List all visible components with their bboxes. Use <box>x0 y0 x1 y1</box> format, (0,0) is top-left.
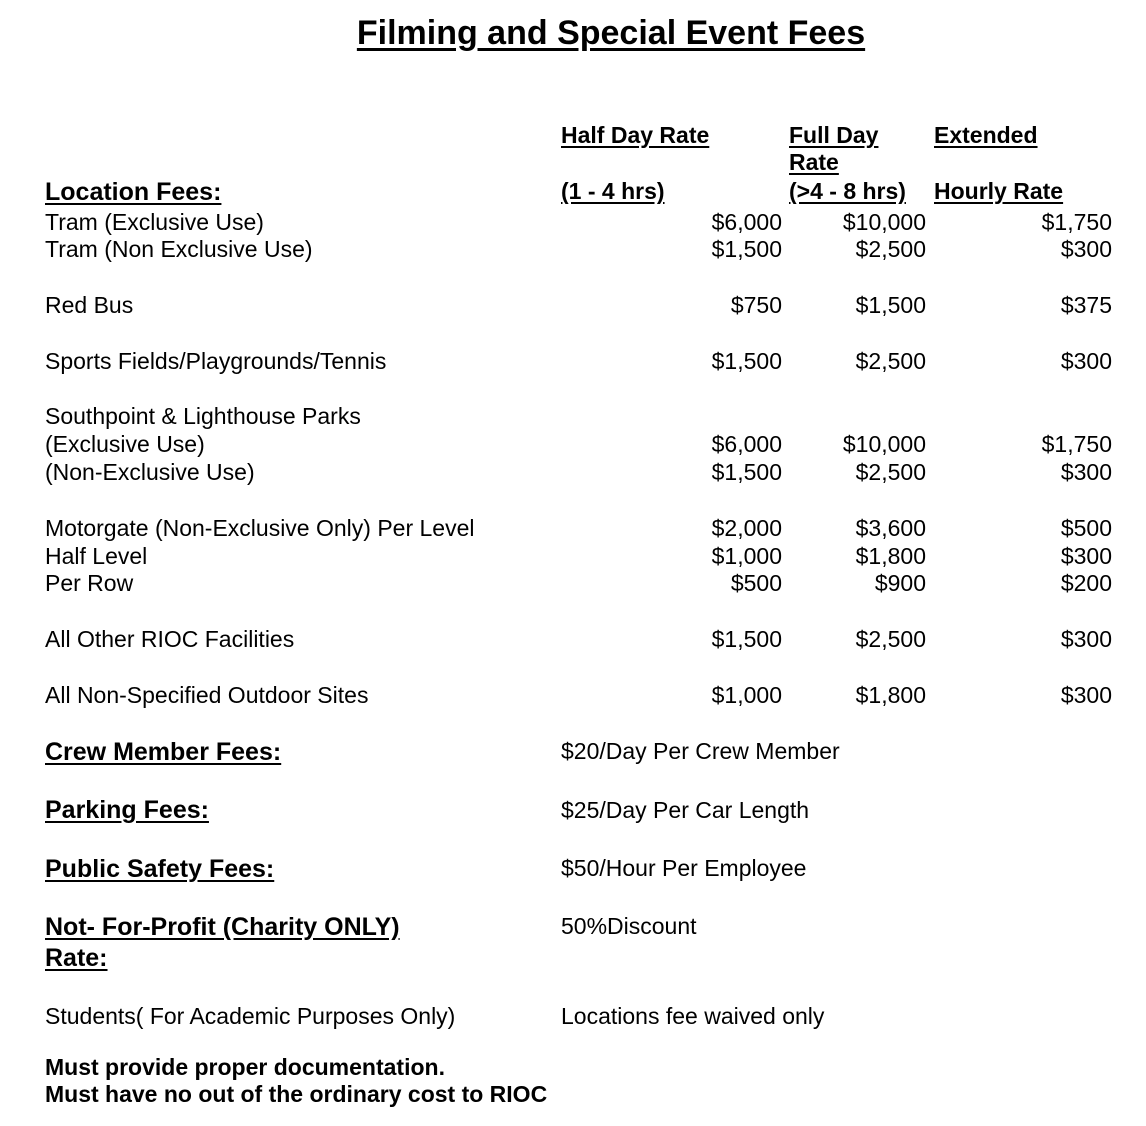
row-full-day: $3,600 <box>855 515 926 541</box>
row-label: Motorgate (Non-Exclusive Only) Per Level <box>45 515 475 541</box>
row-hourly: $300 <box>1060 348 1112 374</box>
row-label: (Exclusive Use) <box>45 431 205 457</box>
row-label: Sports Fields/Playgrounds/Tennis <box>45 348 387 374</box>
row-label: Red Bus <box>45 292 134 318</box>
row-hourly: $300 <box>1060 236 1112 262</box>
public-safety-fees-value: $50/Hour Per Employee <box>561 855 807 881</box>
row-half-day: $6,000 <box>711 209 782 235</box>
row-hourly: $500 <box>1060 515 1112 541</box>
not-for-profit-heading: Not- For-Profit (Charity ONLY) <box>45 913 400 941</box>
note-documentation: Must provide proper documentation. <box>45 1054 445 1080</box>
row-half-day: $1,500 <box>711 459 782 485</box>
row-full-day: $2,500 <box>855 459 926 485</box>
half-day-header: Half Day Rate <box>561 122 710 148</box>
parking-fees-value: $25/Day Per Car Length <box>561 797 810 823</box>
row-hourly: $200 <box>1060 570 1112 596</box>
public-safety-fees-heading: Public Safety Fees: <box>45 855 275 883</box>
row-half-day: $750 <box>730 292 782 318</box>
row-full-day: $10,000 <box>842 431 926 457</box>
row-label: All Non-Specified Outdoor Sites <box>45 682 369 708</box>
extended-hourly-header: Hourly Rate <box>934 178 1064 204</box>
half-day-hours-header: (1 - 4 hrs) <box>561 178 665 204</box>
row-full-day: $10,000 <box>842 209 926 235</box>
row-full-day: $1,500 <box>855 292 926 318</box>
row-half-day: $1,500 <box>711 236 782 262</box>
parking-fees-heading: Parking Fees: <box>45 796 209 824</box>
row-label: Tram (Non Exclusive Use) <box>45 236 313 262</box>
row-half-day: $2,000 <box>711 515 782 541</box>
row-half-day: $1,000 <box>711 543 782 569</box>
row-half-day: $1,000 <box>711 682 782 708</box>
location-fees-heading: Location Fees: <box>45 178 222 206</box>
row-half-day: $1,500 <box>711 626 782 652</box>
crew-member-fees-value: $20/Day Per Crew Member <box>561 738 840 764</box>
page-title: Filming and Special Event Fees <box>356 14 866 52</box>
not-for-profit-heading-rate: Rate: <box>45 944 108 972</box>
row-label: (Non-Exclusive Use) <box>45 459 255 485</box>
row-hourly: $1,750 <box>1041 431 1112 457</box>
extended-header: Extended <box>934 122 1038 148</box>
full-day-header: Full Day <box>789 122 879 148</box>
students-value: Locations fee waived only <box>561 1003 825 1029</box>
row-label: Per Row <box>45 570 134 596</box>
row-half-day: $6,000 <box>711 431 782 457</box>
not-for-profit-value: 50%Discount <box>561 913 697 939</box>
row-label: All Other RIOC Facilities <box>45 626 295 652</box>
row-label: Half Level <box>45 543 148 569</box>
crew-member-fees-heading: Crew Member Fees: <box>45 738 282 766</box>
row-hourly: $1,750 <box>1041 209 1112 235</box>
row-half-day: $1,500 <box>711 348 782 374</box>
row-label: Southpoint & Lighthouse Parks <box>45 403 361 429</box>
row-hourly: $300 <box>1060 682 1112 708</box>
row-full-day: $1,800 <box>855 543 926 569</box>
full-day-rate-header: Rate <box>789 149 839 175</box>
note-no-extra-cost: Must have no out of the ordinary cost to RIOC <box>45 1081 548 1107</box>
row-full-day: $2,500 <box>855 626 926 652</box>
row-half-day: $500 <box>730 570 782 596</box>
row-hourly: $375 <box>1060 292 1112 318</box>
row-full-day: $2,500 <box>855 348 926 374</box>
row-full-day: $900 <box>874 570 926 596</box>
row-hourly: $300 <box>1060 543 1112 569</box>
students-label: Students( For Academic Purposes Only) <box>45 1003 456 1029</box>
row-label: Tram (Exclusive Use) <box>45 209 264 235</box>
full-day-hours-header: (>4 - 8 hrs) <box>789 178 906 204</box>
row-hourly: $300 <box>1060 459 1112 485</box>
row-full-day: $1,800 <box>855 682 926 708</box>
row-full-day: $2,500 <box>855 236 926 262</box>
row-hourly: $300 <box>1060 626 1112 652</box>
